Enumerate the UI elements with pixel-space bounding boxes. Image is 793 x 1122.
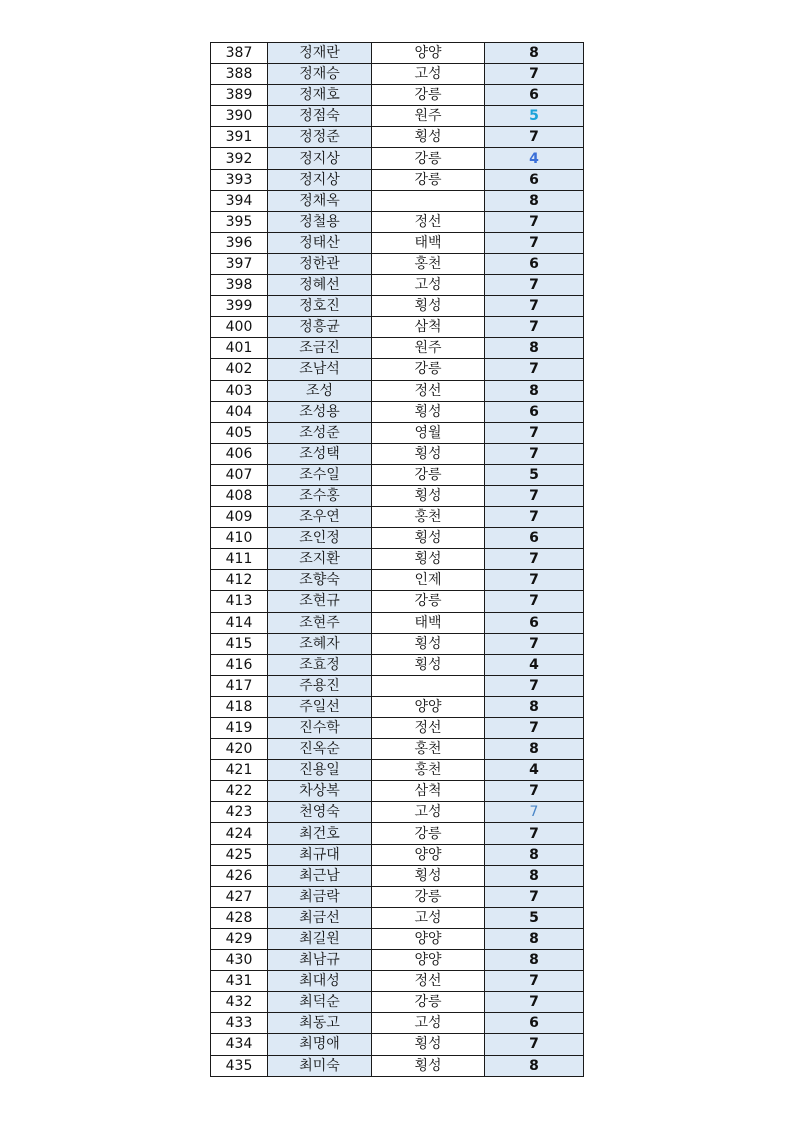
- name-cell: 조우연: [268, 507, 372, 528]
- row-number-cell: 434: [211, 1034, 268, 1055]
- region-cell: 강릉: [372, 591, 485, 612]
- row-number-cell: 433: [211, 1013, 268, 1034]
- table-row: [211, 1055, 584, 1076]
- region-cell: 고성: [372, 907, 485, 928]
- region-cell: [372, 190, 485, 211]
- score-cell: 7: [485, 443, 584, 464]
- table-row: [211, 422, 584, 443]
- name-cell: 조인정: [268, 528, 372, 549]
- region-cell: 고성: [372, 64, 485, 85]
- region-cell: 고성: [372, 802, 485, 823]
- row-number-cell: 412: [211, 570, 268, 591]
- score-cell: 6: [485, 1013, 584, 1034]
- row-number-cell: 398: [211, 275, 268, 296]
- row-number-cell: 423: [211, 802, 268, 823]
- score-cell: 7: [485, 64, 584, 85]
- score-cell: 6: [485, 528, 584, 549]
- name-cell: 정철용: [268, 211, 372, 232]
- name-cell: 최금락: [268, 886, 372, 907]
- score-cell: 7: [485, 823, 584, 844]
- score-cell: 5: [485, 907, 584, 928]
- row-number-cell: 413: [211, 591, 268, 612]
- table-row: [211, 211, 584, 232]
- table-row: [211, 507, 584, 528]
- name-cell: 조수일: [268, 464, 372, 485]
- row-number-cell: 407: [211, 464, 268, 485]
- row-number-cell: 406: [211, 443, 268, 464]
- name-cell: 조효정: [268, 654, 372, 675]
- score-cell: 8: [485, 865, 584, 886]
- table-row: [211, 338, 584, 359]
- name-cell: 주용진: [268, 675, 372, 696]
- table-row: [211, 1034, 584, 1055]
- score-cell: 7: [485, 232, 584, 253]
- table-row: [211, 570, 584, 591]
- row-number-cell: 388: [211, 64, 268, 85]
- score-cell: 7: [485, 296, 584, 317]
- score-cell: 6: [485, 169, 584, 190]
- name-cell: 조성택: [268, 443, 372, 464]
- name-cell: 정태산: [268, 232, 372, 253]
- score-cell: 5: [485, 106, 584, 127]
- region-cell: 강릉: [372, 148, 485, 169]
- table-row: [211, 1013, 584, 1034]
- row-number-cell: 421: [211, 760, 268, 781]
- row-number-cell: 420: [211, 739, 268, 760]
- name-cell: 조남석: [268, 359, 372, 380]
- score-cell: 5: [485, 464, 584, 485]
- score-cell: 7: [485, 422, 584, 443]
- region-cell: 태백: [372, 612, 485, 633]
- name-cell: 진수학: [268, 718, 372, 739]
- table-row: [211, 190, 584, 211]
- table-row: [211, 992, 584, 1013]
- name-cell: 최동고: [268, 1013, 372, 1034]
- name-cell: 최금선: [268, 907, 372, 928]
- table-row: [211, 148, 584, 169]
- table-row: [211, 633, 584, 654]
- row-number-cell: 402: [211, 359, 268, 380]
- table-row: [211, 528, 584, 549]
- row-number-cell: 401: [211, 338, 268, 359]
- table-row: [211, 359, 584, 380]
- score-cell: 7: [485, 718, 584, 739]
- table-row: [211, 275, 584, 296]
- name-cell: 정혜선: [268, 275, 372, 296]
- region-cell: 횡성: [372, 296, 485, 317]
- table-row: [211, 443, 584, 464]
- region-cell: 홍천: [372, 253, 485, 274]
- region-cell: 양양: [372, 696, 485, 717]
- region-cell: 홍천: [372, 760, 485, 781]
- name-cell: 조성: [268, 380, 372, 401]
- table-row: [211, 253, 584, 274]
- region-cell: 횡성: [372, 1055, 485, 1076]
- name-cell: 정한관: [268, 253, 372, 274]
- row-number-cell: 404: [211, 401, 268, 422]
- score-cell: 6: [485, 612, 584, 633]
- region-cell: 횡성: [372, 443, 485, 464]
- table-row: [211, 169, 584, 190]
- score-cell: 8: [485, 43, 584, 64]
- score-cell: 7: [485, 886, 584, 907]
- name-cell: 조성용: [268, 401, 372, 422]
- table-row: [211, 85, 584, 106]
- name-cell: 최근남: [268, 865, 372, 886]
- table-row: [211, 549, 584, 570]
- table-row: [211, 823, 584, 844]
- score-cell: 7: [485, 275, 584, 296]
- row-number-cell: 430: [211, 950, 268, 971]
- row-number-cell: 428: [211, 907, 268, 928]
- region-cell: 강릉: [372, 464, 485, 485]
- score-cell: 4: [485, 760, 584, 781]
- region-cell: 강릉: [372, 169, 485, 190]
- name-cell: 정지상: [268, 148, 372, 169]
- table-row: [211, 950, 584, 971]
- table-row: [211, 675, 584, 696]
- score-cell: 8: [485, 190, 584, 211]
- row-number-cell: 431: [211, 971, 268, 992]
- region-cell: 삼척: [372, 317, 485, 338]
- row-number-cell: 414: [211, 612, 268, 633]
- row-number-cell: 415: [211, 633, 268, 654]
- name-cell: 진옥순: [268, 739, 372, 760]
- row-number-cell: 389: [211, 85, 268, 106]
- score-cell: 6: [485, 253, 584, 274]
- region-cell: 정선: [372, 718, 485, 739]
- score-cell: 7: [485, 317, 584, 338]
- name-cell: 최남규: [268, 950, 372, 971]
- name-cell: 최건호: [268, 823, 372, 844]
- name-cell: 최규대: [268, 844, 372, 865]
- row-number-cell: 397: [211, 253, 268, 274]
- score-cell: 7: [485, 781, 584, 802]
- score-cell: 7: [485, 507, 584, 528]
- score-cell: 7: [485, 127, 584, 148]
- region-cell: 태백: [372, 232, 485, 253]
- name-cell: 진용일: [268, 760, 372, 781]
- name-cell: 정흥균: [268, 317, 372, 338]
- score-cell: 7: [485, 675, 584, 696]
- region-cell: 삼척: [372, 781, 485, 802]
- table-row: [211, 971, 584, 992]
- score-cell: 7: [485, 485, 584, 506]
- score-cell: 7: [485, 802, 584, 823]
- region-cell: 양양: [372, 43, 485, 64]
- table-row: [211, 317, 584, 338]
- row-number-cell: 405: [211, 422, 268, 443]
- score-cell: 7: [485, 971, 584, 992]
- score-cell: 7: [485, 591, 584, 612]
- score-cell: 4: [485, 148, 584, 169]
- name-cell: 정점숙: [268, 106, 372, 127]
- row-number-cell: 394: [211, 190, 268, 211]
- region-cell: 강릉: [372, 886, 485, 907]
- name-cell: 최명애: [268, 1034, 372, 1055]
- score-cell: 7: [485, 570, 584, 591]
- row-number-cell: 392: [211, 148, 268, 169]
- name-cell: 최길원: [268, 928, 372, 949]
- region-cell: [372, 675, 485, 696]
- row-number-cell: 396: [211, 232, 268, 253]
- name-cell: 조금진: [268, 338, 372, 359]
- row-number-cell: 426: [211, 865, 268, 886]
- row-number-cell: 418: [211, 696, 268, 717]
- table-row: [211, 739, 584, 760]
- region-cell: 홍천: [372, 739, 485, 760]
- name-cell: 정채옥: [268, 190, 372, 211]
- table-row: [211, 43, 584, 64]
- row-number-cell: 417: [211, 675, 268, 696]
- row-number-cell: 419: [211, 718, 268, 739]
- row-number-cell: 411: [211, 549, 268, 570]
- name-cell: 차상복: [268, 781, 372, 802]
- name-cell: 최대성: [268, 971, 372, 992]
- table-row: [211, 802, 584, 823]
- score-cell: 6: [485, 85, 584, 106]
- table-row: [211, 696, 584, 717]
- row-number-cell: 429: [211, 928, 268, 949]
- score-cell: 7: [485, 359, 584, 380]
- table-row: [211, 907, 584, 928]
- region-cell: 정선: [372, 380, 485, 401]
- table-row: [211, 106, 584, 127]
- table-row: [211, 612, 584, 633]
- score-cell: 7: [485, 633, 584, 654]
- name-cell: 조혜자: [268, 633, 372, 654]
- row-number-cell: 422: [211, 781, 268, 802]
- table-row: [211, 296, 584, 317]
- table-row: [211, 401, 584, 422]
- name-cell: 정재호: [268, 85, 372, 106]
- score-table-body: [211, 43, 584, 1077]
- row-number-cell: 424: [211, 823, 268, 844]
- score-cell: 7: [485, 549, 584, 570]
- region-cell: 횡성: [372, 865, 485, 886]
- region-cell: 영월: [372, 422, 485, 443]
- row-number-cell: 390: [211, 106, 268, 127]
- table-row: [211, 127, 584, 148]
- region-cell: 횡성: [372, 485, 485, 506]
- row-number-cell: 399: [211, 296, 268, 317]
- name-cell: 천영숙: [268, 802, 372, 823]
- region-cell: 원주: [372, 106, 485, 127]
- row-number-cell: 400: [211, 317, 268, 338]
- score-cell: 8: [485, 950, 584, 971]
- region-cell: 강릉: [372, 823, 485, 844]
- region-cell: 횡성: [372, 633, 485, 654]
- region-cell: 횡성: [372, 528, 485, 549]
- row-number-cell: 387: [211, 43, 268, 64]
- name-cell: 조현주: [268, 612, 372, 633]
- table-row: [211, 844, 584, 865]
- score-cell: 4: [485, 654, 584, 675]
- score-cell: 8: [485, 928, 584, 949]
- table-row: [211, 380, 584, 401]
- name-cell: 정재란: [268, 43, 372, 64]
- name-cell: 최미숙: [268, 1055, 372, 1076]
- region-cell: 원주: [372, 338, 485, 359]
- name-cell: 조현규: [268, 591, 372, 612]
- region-cell: 강릉: [372, 85, 485, 106]
- region-cell: 정선: [372, 971, 485, 992]
- table-row: [211, 718, 584, 739]
- table-row: [211, 654, 584, 675]
- region-cell: 횡성: [372, 127, 485, 148]
- name-cell: 최덕순: [268, 992, 372, 1013]
- score-cell: 7: [485, 992, 584, 1013]
- region-cell: 강릉: [372, 992, 485, 1013]
- score-table: [210, 42, 584, 1077]
- name-cell: 정재승: [268, 64, 372, 85]
- region-cell: 고성: [372, 275, 485, 296]
- name-cell: 정정준: [268, 127, 372, 148]
- table-row: [211, 232, 584, 253]
- name-cell: 정지상: [268, 169, 372, 190]
- region-cell: 인제: [372, 570, 485, 591]
- row-number-cell: 435: [211, 1055, 268, 1076]
- row-number-cell: 416: [211, 654, 268, 675]
- name-cell: 조지환: [268, 549, 372, 570]
- row-number-cell: 391: [211, 127, 268, 148]
- table-row: [211, 928, 584, 949]
- name-cell: 정호진: [268, 296, 372, 317]
- table-row: [211, 591, 584, 612]
- score-cell: 8: [485, 844, 584, 865]
- row-number-cell: 425: [211, 844, 268, 865]
- name-cell: 조성준: [268, 422, 372, 443]
- region-cell: 정선: [372, 211, 485, 232]
- row-number-cell: 432: [211, 992, 268, 1013]
- score-cell: 8: [485, 1055, 584, 1076]
- region-cell: 횡성: [372, 1034, 485, 1055]
- row-number-cell: 393: [211, 169, 268, 190]
- table-row: [211, 781, 584, 802]
- region-cell: 고성: [372, 1013, 485, 1034]
- region-cell: 강릉: [372, 359, 485, 380]
- name-cell: 조향숙: [268, 570, 372, 591]
- score-cell: 8: [485, 338, 584, 359]
- score-cell: 8: [485, 739, 584, 760]
- region-cell: 양양: [372, 928, 485, 949]
- region-cell: 양양: [372, 844, 485, 865]
- score-cell: 8: [485, 696, 584, 717]
- table-row: [211, 485, 584, 506]
- name-cell: 조수홍: [268, 485, 372, 506]
- row-number-cell: 408: [211, 485, 268, 506]
- table-row: [211, 64, 584, 85]
- row-number-cell: 427: [211, 886, 268, 907]
- table-row: [211, 886, 584, 907]
- region-cell: 횡성: [372, 401, 485, 422]
- row-number-cell: 409: [211, 507, 268, 528]
- region-cell: 양양: [372, 950, 485, 971]
- row-number-cell: 395: [211, 211, 268, 232]
- score-cell: 7: [485, 1034, 584, 1055]
- table-row: [211, 760, 584, 781]
- region-cell: 횡성: [372, 654, 485, 675]
- name-cell: 주일선: [268, 696, 372, 717]
- table-row: [211, 865, 584, 886]
- table-row: [211, 464, 584, 485]
- score-cell: 6: [485, 401, 584, 422]
- row-number-cell: 410: [211, 528, 268, 549]
- row-number-cell: 403: [211, 380, 268, 401]
- score-cell: 8: [485, 380, 584, 401]
- region-cell: 홍천: [372, 507, 485, 528]
- region-cell: 횡성: [372, 549, 485, 570]
- score-cell: 7: [485, 211, 584, 232]
